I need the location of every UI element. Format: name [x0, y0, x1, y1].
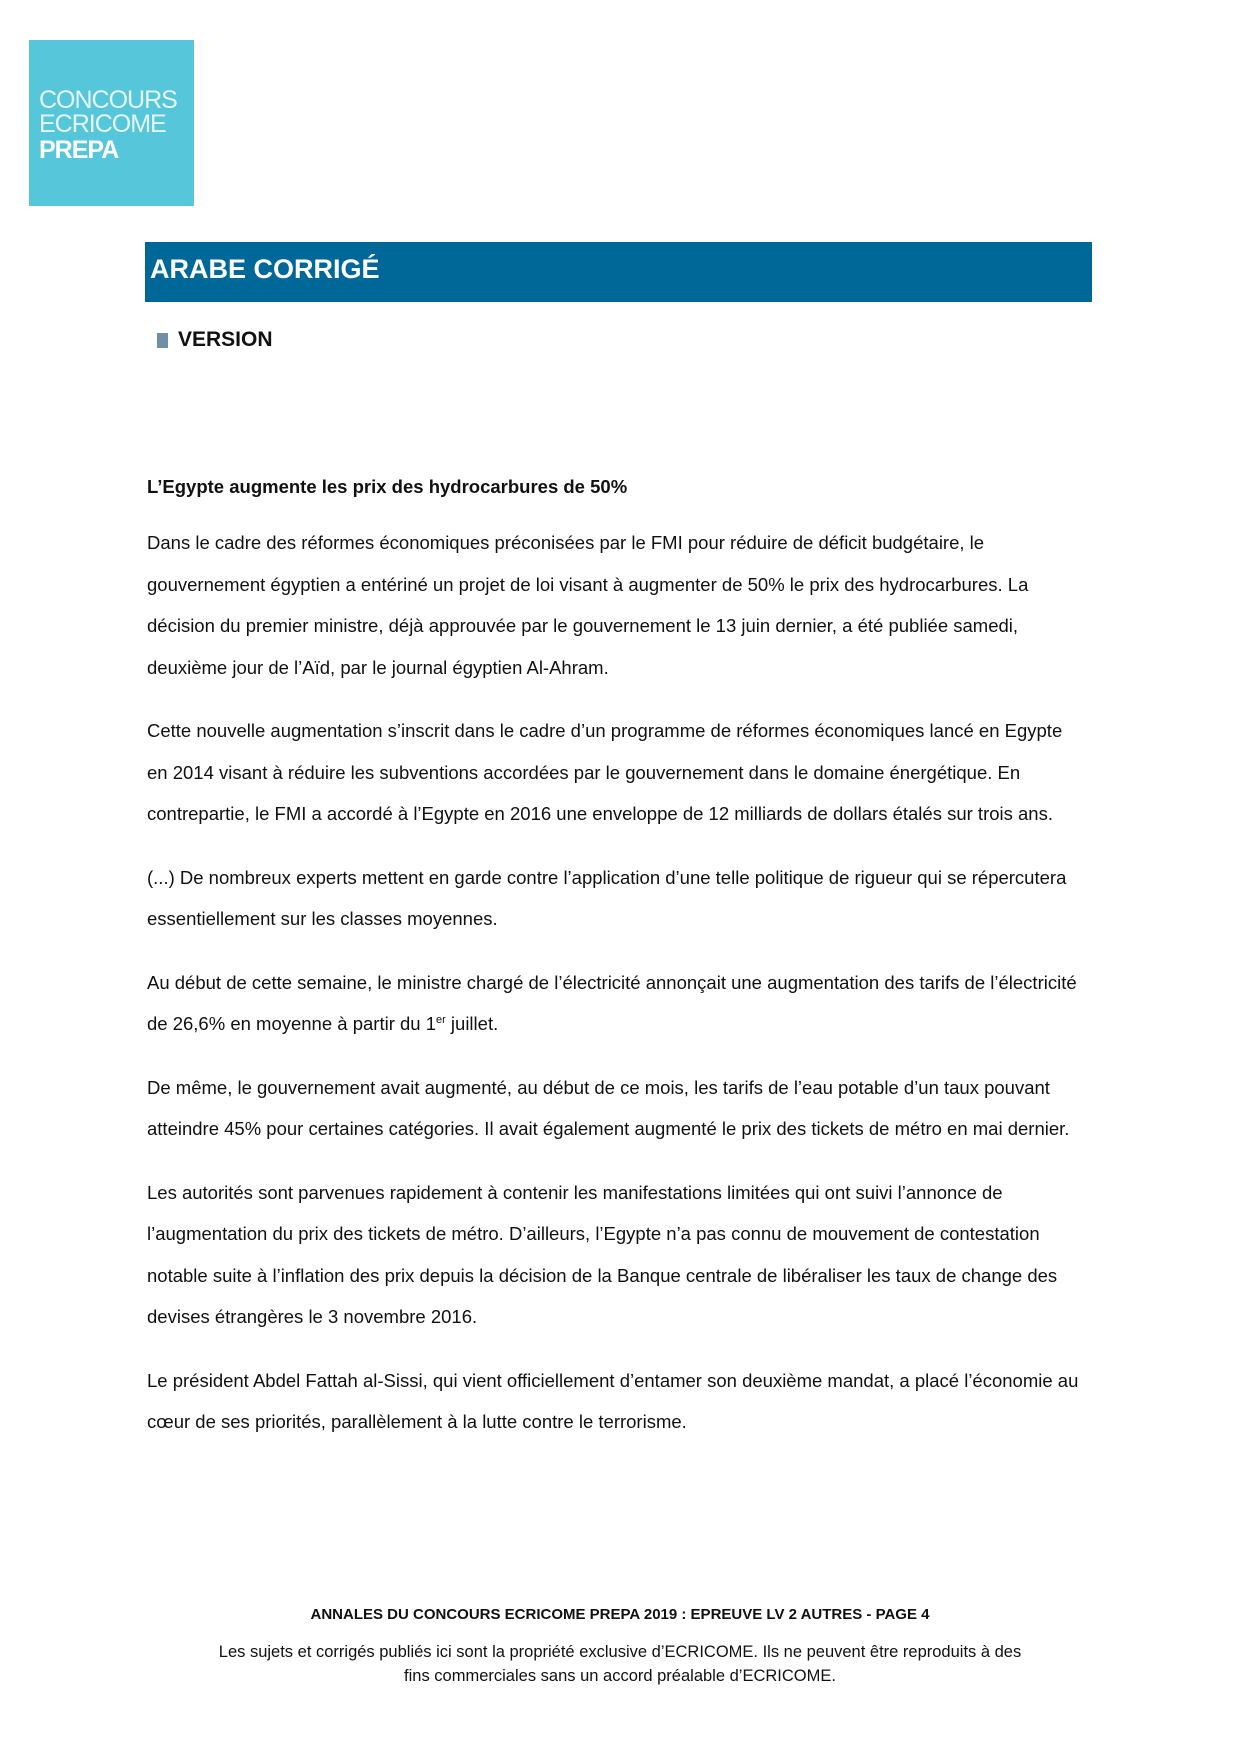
paragraph-7: Le président Abdel Fattah al-Sissi, qui vient officiellement d’entamer son deuxième mandat, a placé l’économie au cœur de ses priorités, parallèlement à la lutte contre le terrorisme. — [147, 1369, 1079, 1432]
paragraph-4-end: juillet. — [445, 1013, 499, 1034]
section-label: VERSION — [178, 328, 273, 351]
footer-note-line-2: fins commerciales sans un accord préalable d’ECRICOME. — [404, 1667, 836, 1685]
footer-title: ANNALES DU CONCOURS ECRICOME PREPA 2019 : EPREUVE LV 2 AUTRES - PAGE 4 — [310, 1606, 930, 1623]
paragraph-1: Dans le cadre des réformes économiques préconisées par le FMI pour réduire de déficit budgétaire, le gouvernement égyptien a entériné un projet de loi visant à augmenter de 50% le prix des hydrocarbures. La décision du premier ministre, déjà approuvée par le gouvernement le 13 juin dernier, a été publiée samedi, deuxième jour de l’Aïd, par le journal égyptien Al-Ahram. — [147, 532, 1029, 678]
paragraph-6: Les autorités sont parvenues rapidement à contenir les manifestations limitées qui ont suivi l’annonce de l’augmentation du prix des tickets de métro. D’ailleurs, l’Egypte n’a pas connu de mouvement de contestation notable suite à l’inflation des prix depuis la décision de la Banque centrale de libéraliser les taux de change des devises étrangères le 3 novembre 2016. — [147, 1181, 1058, 1327]
logo-line-prepa: PREPA — [39, 136, 119, 164]
paragraph-2: Cette nouvelle augmentation s’inscrit dans le cadre d’un programme de réformes économiques lancé en Egypte en 2014 visant à réduire les subventions accordées par le gouvernement dans le domaine énergétique. En contrepartie, le FMI a accordé à l’Egypte en 2016 une enveloppe de 12 milliards de dollars étalés sur trois ans. — [147, 720, 1063, 824]
logo-line-concours: CONCOURS — [39, 86, 177, 114]
article-title: L’Egypte augmente les prix des hydrocarbures de 50% — [147, 476, 628, 497]
paragraph-4 — [147, 962, 1087, 1045]
paragraph-5: De même, le gouvernement avait augmenté, au début de ce mois, les tarifs de l’eau potable d’un taux pouvant atteindre 45% pour certaines catégories. Il avait également augmenté le prix des tickets de métro en mai dernier. — [147, 1076, 1070, 1139]
paragraph-3: (...) De nombreux experts mettent en garde contre l’application d’une telle politique de rigueur qui se répercutera essentiellement sur les classes moyennes. — [147, 866, 1067, 929]
article — [147, 474, 1087, 1465]
footer-copyright-note — [0, 1640, 1240, 1688]
section-heading — [157, 328, 273, 352]
page-title: ARABE CORRIGÉ — [150, 254, 380, 284]
paragraph-4-text: Au début de cette semaine, le ministre chargé de l’électricité annonçait une augmentation des tarifs de l’électricité de 26,6% en moyenne à partir du 1 — [147, 971, 1077, 1034]
footer-note-line-1: Les sujets et corrigés publiés ici sont la propriété exclusive d’ECRICOME. Ils ne peuvent être reproduits à des — [218, 1643, 1022, 1661]
square-bullet-icon — [157, 333, 168, 348]
title-banner — [145, 242, 1092, 302]
ordinal-suffix: er — [436, 1013, 446, 1026]
logo-line-ecricome: ECRICOME — [39, 110, 166, 138]
ecricome-logo — [29, 40, 194, 206]
